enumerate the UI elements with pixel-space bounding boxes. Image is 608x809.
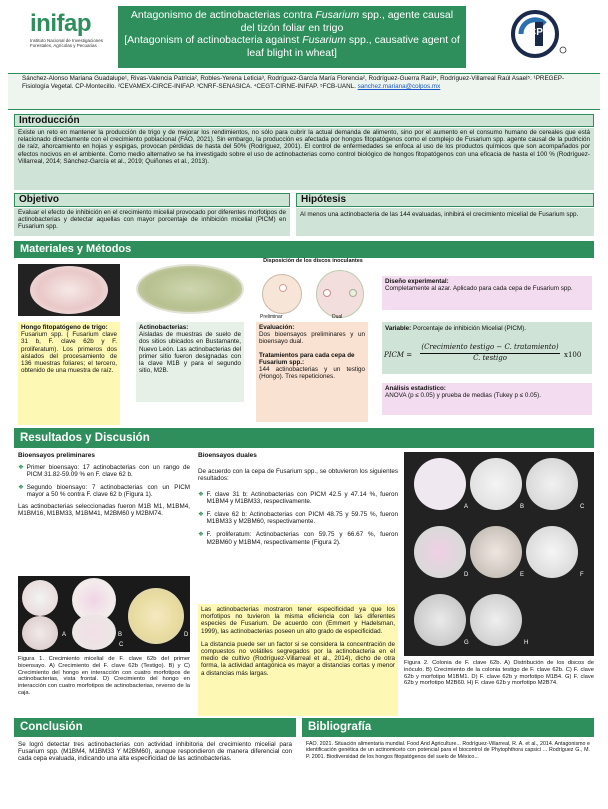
title-part: spp., agente causal del tizón foliar en trigo (240, 9, 454, 34)
dish-label-dual: Dual (332, 314, 343, 320)
hipotesis-heading: Hipótesis (296, 193, 594, 207)
figure-2-image (404, 452, 594, 656)
author-email-link[interactable]: sanchez.mariana@colpos.mx (357, 83, 441, 90)
fig2-label-f: F (580, 572, 584, 578)
actino-text: Aisladas de muestras de suelo de dos sitios ubicados en Bustamante, Nuevo León. Las actinobacterias del primer sitio fueron designadas con la clave M1B y para el segundo sitio, M2B. (139, 331, 241, 375)
formula-numerator: (Crecimiento testigo − C. tratamiento) (421, 343, 559, 351)
bibliografia-heading: Bibliografía (302, 718, 594, 737)
cp-logo-text: CP (529, 27, 543, 38)
eval-text: Dos bioensayos preliminares y un bioensayo dual. (259, 331, 365, 346)
hongo-text: Fusarium spp. ( Fusarium clave 31 b, F. clave 62b y F. proliferatum). Los primeros dos aislados del procesamiento de 136 muestras foliares; el tercero, obtenido de una muestra de raíz. (21, 331, 117, 375)
eval-title: Evaluación: (259, 324, 295, 331)
dual-title: Bioensayos duales (198, 452, 257, 459)
hongo-title: Hongo fitopatógeno de trigo: (21, 324, 108, 331)
dish-label-preliminar: Preliminar (260, 314, 283, 320)
trat-text: 144 actinobacterias y un testigo (Hongo). Tres repeticiones. (259, 366, 365, 381)
prelim-section (18, 452, 190, 582)
prelim-bullet-2: ❖ Segundo bioensayo: 7 actinobacterias con un PICM mayor a 50 % contra F. clave 62 b (Figura 1). (18, 483, 190, 498)
dual-intro-text: De acuerdo con la cepa de Fusarium spp., se obtuvieron los siguientes resultados: (198, 468, 398, 483)
analisis-text: ANOVA (p ≤ 0.05) y prueba de medias (Tukey p ≤ 0.05). (385, 392, 542, 400)
fig1-label-a: A (62, 632, 67, 638)
diseno-title: Diseño experimental: (385, 278, 449, 285)
figure-2-caption: Figura 2. Colonia de F. clave 62b. A) Distribución de los discos de inóculo. B) Crecimiento de la colonia testigo de F. clave 62b. C) F. clave 62b y morfotipo M1BM1. D) F. clave 62b y morfotipo M1B4. G) F. clave 62b y morfotipo M2B60. H) F. clave 62b y morfotipo M2B74. (404, 660, 594, 687)
title-italic: Fusarium (302, 34, 346, 47)
prelim-b1-text: Primer bioensayo: 17 actinobacterias con un rango de PICM 31.82-59.09 % en F. clave 62 b. (26, 464, 190, 479)
discussion-p2: La distancia puede ser un factor si se considera la concentración de compuestos no volátiles segregados por la actinobacteria en el medio de cultivo (Rodríguez-Villarreal et al., 2014), dicho de otra forma, la actividad antagónica es mayor a distancias cortas y menor a distancias más largas. (201, 640, 395, 677)
resultados-heading: Resultados y Discusión (14, 428, 594, 448)
objetivo-heading: Objetivo (14, 193, 290, 207)
inifap-logo-subtitle: Instituto Nacional de Investigaciones Forestales, Agrícolas y Pecuarias (30, 38, 104, 49)
intro-text: Existe un reto en mantener la producción de trigo y de mejorar los rendimientos, no sólo para cubrir la actual demanda de alimento, sino por el aumento en el consumo humano de cereales que está relacionado directamente con el crecimiento poblacional (FAO, 2021). Sin embargo, la producción es afectada por hongos fitopatógenos como el complejo de Fusarium spp. agente causal de la pudrición de raíz, ahorcamiento en hojas y espigas, provocan pérdidas de hasta del 50% (Rodríguez, 2001). El control de enfermedades se enfoca al uso de los productos químicos que son acompañados por efectos nocivos en el ambiente. Como medio alternativo se ha investigado sobre el uso de actinobacterias como control biológico de hongos fitopatógenos con una eficacia de hasta el 100 % (Rodríguez-Villarreal, 2014; Sánchez-García et al., 2019; Quiñones et al., 2013). (14, 128, 594, 190)
fungus-plate-photo (18, 264, 120, 316)
formula-lhs: PICM = (384, 351, 413, 359)
fig2-label-b: B (520, 504, 525, 510)
prelim-selected-text: Las actinobacterias seleccionadas fueron M1B M1, M1BM4, M1BM16, M1BM33, M1BM41, M2BM60 y M2BM74. (18, 503, 190, 518)
intro-heading: Introducción (14, 114, 594, 127)
fig2-label-d: D (464, 572, 469, 578)
fig1-label-d: D (184, 632, 189, 638)
actinobacteria-plate-photo (136, 264, 244, 314)
materiales-heading: Materiales y Métodos (14, 241, 594, 258)
diseno-text: Completamente al azar. Aplicado para cada cepa de Fusarium spp. (385, 285, 573, 293)
dual-bullet-3: ❖ F. proliferatum: Actinobacterias con 59.75 y 66.67 %, fueron M2BM60 y M1BM4, respectivamente (Figura 2). (198, 531, 398, 546)
disc-layout-figure (258, 258, 368, 320)
title-part: Antagonismo de actinobacterias contra (130, 9, 316, 21)
dual-b3-text: F. proliferatum: Actinobacterias con 59.75 y 66.67 %, fueron M2BM60 y M1BM4, respectivamente (Figura 2). (206, 531, 398, 546)
hipotesis-text: Al menos una actinobacteria de las 144 evaluadas, inhibirá el crecimiento micelial de Fusarium spp. (296, 208, 594, 236)
trat-title: Tratamientos para cada cepa de Fusarium spp.: (259, 351, 355, 366)
discussion-p1: Las actinobacterias mostraron tener especificidad ya que los morfotipos no tuvieron la misma eficiencia con las diferentes especies de Fusarium. De acuerdo con (Emmert y Hadelsman, 1999), las actinobacterias poseen un alto grado de especificidad. (201, 606, 395, 635)
dual-b2-text: F. clave 62 b: Actinobacterias con PICM 48.75 y 59.75 %, fueron M1BM33 y M2BM60, respectivamente. (206, 511, 398, 526)
analisis-title: Análisis estadístico: (385, 385, 446, 392)
title-part: [Antagonism of actinobacteria against (124, 34, 303, 47)
figure-1-image (18, 576, 190, 652)
poster-title (118, 6, 466, 68)
actino-title: Actinobacterias: (139, 324, 189, 331)
title-part: spp., causative agent of leaf blight in wheat] (247, 34, 460, 59)
inifap-logo-text: inifap (30, 10, 91, 37)
title-italic: Fusarium (315, 9, 360, 21)
dual-section (198, 452, 398, 602)
picm-formula (384, 344, 590, 370)
fig2-label-h: H (524, 640, 529, 646)
poster-header (0, 0, 608, 72)
discussion-box (198, 604, 398, 716)
bibliografia-text: FAO. 2021. Situación alimentaria mundial. Food And Agriculture... Rodríguez-Villarreal, R. A. et al., 2014. Antagonismo e identificación genética de un actinomiceto con potencial para el biocontrol de Phytophthora capsici ... Rodríguez G., M. P. 2001. Biodiversidad de los hongos fitopatógenos del suelo de México... (306, 741, 590, 760)
hongo-box (18, 322, 120, 425)
fig2-label-c: C (580, 504, 585, 510)
fig2-label-e: E (520, 572, 525, 578)
evaluacion-box (256, 322, 368, 422)
prelim-title: Bioensayos preliminares (18, 452, 95, 459)
prelim-b2-text: Segundo bioensayo: 7 actinobacterias con un PICM mayor a 50 % contra F. clave 62 b (Figura 1). (26, 483, 190, 498)
authors-block (8, 73, 600, 110)
variable-title: Variable: (385, 325, 412, 332)
disc-layout-title: Disposición de los discos inoculantes (263, 258, 363, 264)
dual-bullet-1: ❖ F. clave 31 b: Actinobacterias con PICM 42.5 y 47.14 %, fueron M1BM4 y M1BM33, respectivamente. (198, 490, 398, 505)
figure-1-caption: Figura 1. Crecimiento micelial de F. clave 62b del primer bioensayo. A) Crecimiento del F. clave 62b (Testigo). B) y C) Crecimiento del hongo en interacción con cuatro morfotipos de actinobacterias, vista frontal. D) Crecimiento del hongo en interacción con cuatro morfotipos de actinobacterias, reverso de la caja. (18, 656, 190, 696)
variable-text: Porcentaje de inhibición Micelial (PICM). (413, 325, 527, 332)
prelim-bullet-1: ❖ Primer bioensayo: 17 actinobacterias con un rango de PICM 31.82-59.09 % en F. clave 62 b. (18, 464, 190, 479)
authors-text: Sánchez-Alonso Mariana Guadalupe¹, Rivas-Valencia Patricia², Robles-Yerena Leticia³, Rodríguez-García María Florencia², Rodríguez-Guerra Raúl⁴, Rodríguez-Villarreal Raúl Asael⁵. ¹PREGEP-Fisiología Vegetal. CP-Montecillo. ²CEVAMEX-CIRCE-INIFAP. ³CNRF-SENASICA. ⁴CEGT-CIRNE-INIFAP. ⁵FCB-UANL. (22, 75, 565, 90)
fig2-label-g: G (464, 640, 469, 646)
analisis-box (382, 383, 592, 415)
variable-box (382, 322, 592, 374)
cp-logo (505, 8, 575, 60)
formula-multiplier: x100 (564, 351, 582, 359)
fig1-label-b: B (118, 632, 123, 638)
dual-bullet-2: ❖ F. clave 62 b: Actinobacterias con PICM 48.75 y 59.75 %, fueron M1BM33 y M2BM60, respectivamente. (198, 511, 398, 526)
conclusion-heading: Conclusión (14, 718, 296, 737)
fig2-label-a: A (464, 504, 469, 510)
actino-box (136, 322, 244, 402)
diseno-box (382, 276, 592, 310)
dual-b1-text: F. clave 31 b: Actinobacterias con PICM 42.5 y 47.14 %, fueron M1BM4 y M1BM33, respectivamente. (206, 490, 398, 505)
fig1-label-c: C (119, 642, 124, 648)
conclusion-text: Se logró detectar tres actinobacterias con actividad inhibitoria del crecimiento micelial para Fusarium spp. (M1BM4, M1BM33 Y M2BM60), aunque respondieron de manera diferencial con cada cepa evaluada, indicando una alta especificidad de las actinobacterias. (18, 741, 292, 763)
objetivo-text: Evaluar el efecto de inhibición en el crecimiento micelial provocado por diferentes morfotipos de actinobacterias y detectar aquellas con mayor porcentaje de inhibición micelial (PICM) en Fusarium spp. (14, 208, 290, 236)
inifap-logo (30, 10, 112, 62)
formula-denominator: C. testigo (473, 354, 507, 362)
